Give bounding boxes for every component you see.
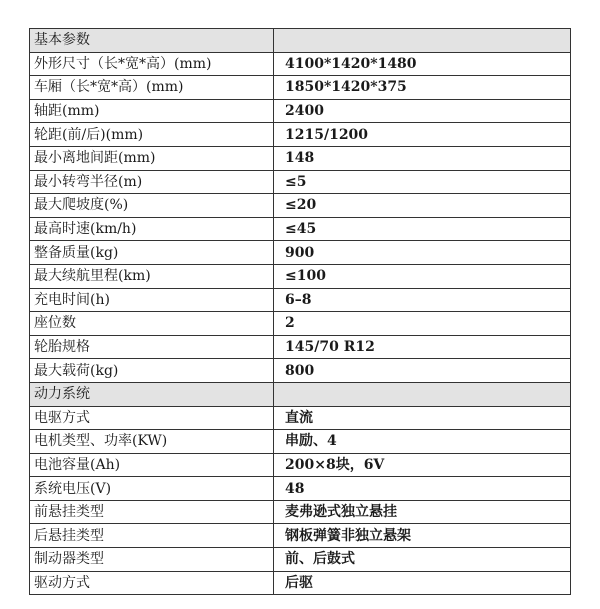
param-label: 系统电压(V) — [30, 477, 274, 501]
table-row — [30, 430, 571, 454]
param-value: ≤100 — [274, 264, 571, 288]
param-value: 2 — [274, 312, 571, 336]
param-label: 整备质量(kg) — [30, 241, 274, 265]
section-header-row — [30, 382, 571, 406]
table-row — [30, 548, 571, 572]
table-row — [30, 477, 571, 501]
param-label: 制动器类型 — [30, 548, 274, 572]
param-value: 4100*1420*1480 — [274, 52, 571, 76]
param-label: 轮距(前/后)(mm) — [30, 123, 274, 147]
table-row — [30, 335, 571, 359]
table-row — [30, 241, 571, 265]
param-label: 最大续航里程(km) — [30, 264, 274, 288]
table-row — [30, 571, 571, 595]
param-label: 电机类型、功率(KW) — [30, 430, 274, 454]
table-row — [30, 264, 571, 288]
param-value: 1215/1200 — [274, 123, 571, 147]
param-value: 145/70 R12 — [274, 335, 571, 359]
param-label: 最高时速(km/h) — [30, 217, 274, 241]
spec-table-body — [30, 29, 571, 595]
param-value: 200×8块，6V — [274, 453, 571, 477]
param-value: 2400 — [274, 99, 571, 123]
section-title: 基本参数 — [30, 29, 274, 53]
table-row — [30, 524, 571, 548]
param-label: 最小离地间距(mm) — [30, 146, 274, 170]
table-row — [30, 146, 571, 170]
param-value: 钢板弹簧非独立悬架 — [274, 524, 571, 548]
param-value: 148 — [274, 146, 571, 170]
param-label: 轮胎规格 — [30, 335, 274, 359]
table-row — [30, 500, 571, 524]
param-value: ≤5 — [274, 170, 571, 194]
param-label: 座位数 — [30, 312, 274, 336]
param-value: 后驱 — [274, 571, 571, 595]
param-label: 前悬挂类型 — [30, 500, 274, 524]
param-label: 电驱方式 — [30, 406, 274, 430]
param-label: 最大爬坡度(%) — [30, 194, 274, 218]
param-value: 直流 — [274, 406, 571, 430]
table-row — [30, 52, 571, 76]
table-row — [30, 99, 571, 123]
section-title-blank — [274, 29, 571, 53]
param-value: 串励、4 — [274, 430, 571, 454]
table-row — [30, 406, 571, 430]
param-label: 车厢（长*宽*高）(mm) — [30, 76, 274, 100]
spec-table — [29, 28, 571, 595]
param-value: 前、后鼓式 — [274, 548, 571, 572]
table-row — [30, 359, 571, 383]
param-label: 电池容量(Ah) — [30, 453, 274, 477]
table-row — [30, 194, 571, 218]
param-label: 外形尺寸（长*宽*高）(mm) — [30, 52, 274, 76]
param-label: 轴距(mm) — [30, 99, 274, 123]
section-title-blank — [274, 382, 571, 406]
param-value: ≤20 — [274, 194, 571, 218]
table-row — [30, 312, 571, 336]
section-title: 动力系统 — [30, 382, 274, 406]
table-row — [30, 288, 571, 312]
param-value: 900 — [274, 241, 571, 265]
table-row — [30, 217, 571, 241]
param-value: 800 — [274, 359, 571, 383]
param-value: 6–8 — [274, 288, 571, 312]
table-row — [30, 453, 571, 477]
section-header-row — [30, 29, 571, 53]
param-label: 最大载荷(kg) — [30, 359, 274, 383]
param-label: 充电时间(h) — [30, 288, 274, 312]
param-value: 1850*1420*375 — [274, 76, 571, 100]
table-row — [30, 76, 571, 100]
param-value: 麦弗逊式独立悬挂 — [274, 500, 571, 524]
param-label: 最小转弯半径(m) — [30, 170, 274, 194]
param-label: 驱动方式 — [30, 571, 274, 595]
param-value: ≤45 — [274, 217, 571, 241]
param-value: 48 — [274, 477, 571, 501]
table-row — [30, 123, 571, 147]
table-row — [30, 170, 571, 194]
param-label: 后悬挂类型 — [30, 524, 274, 548]
